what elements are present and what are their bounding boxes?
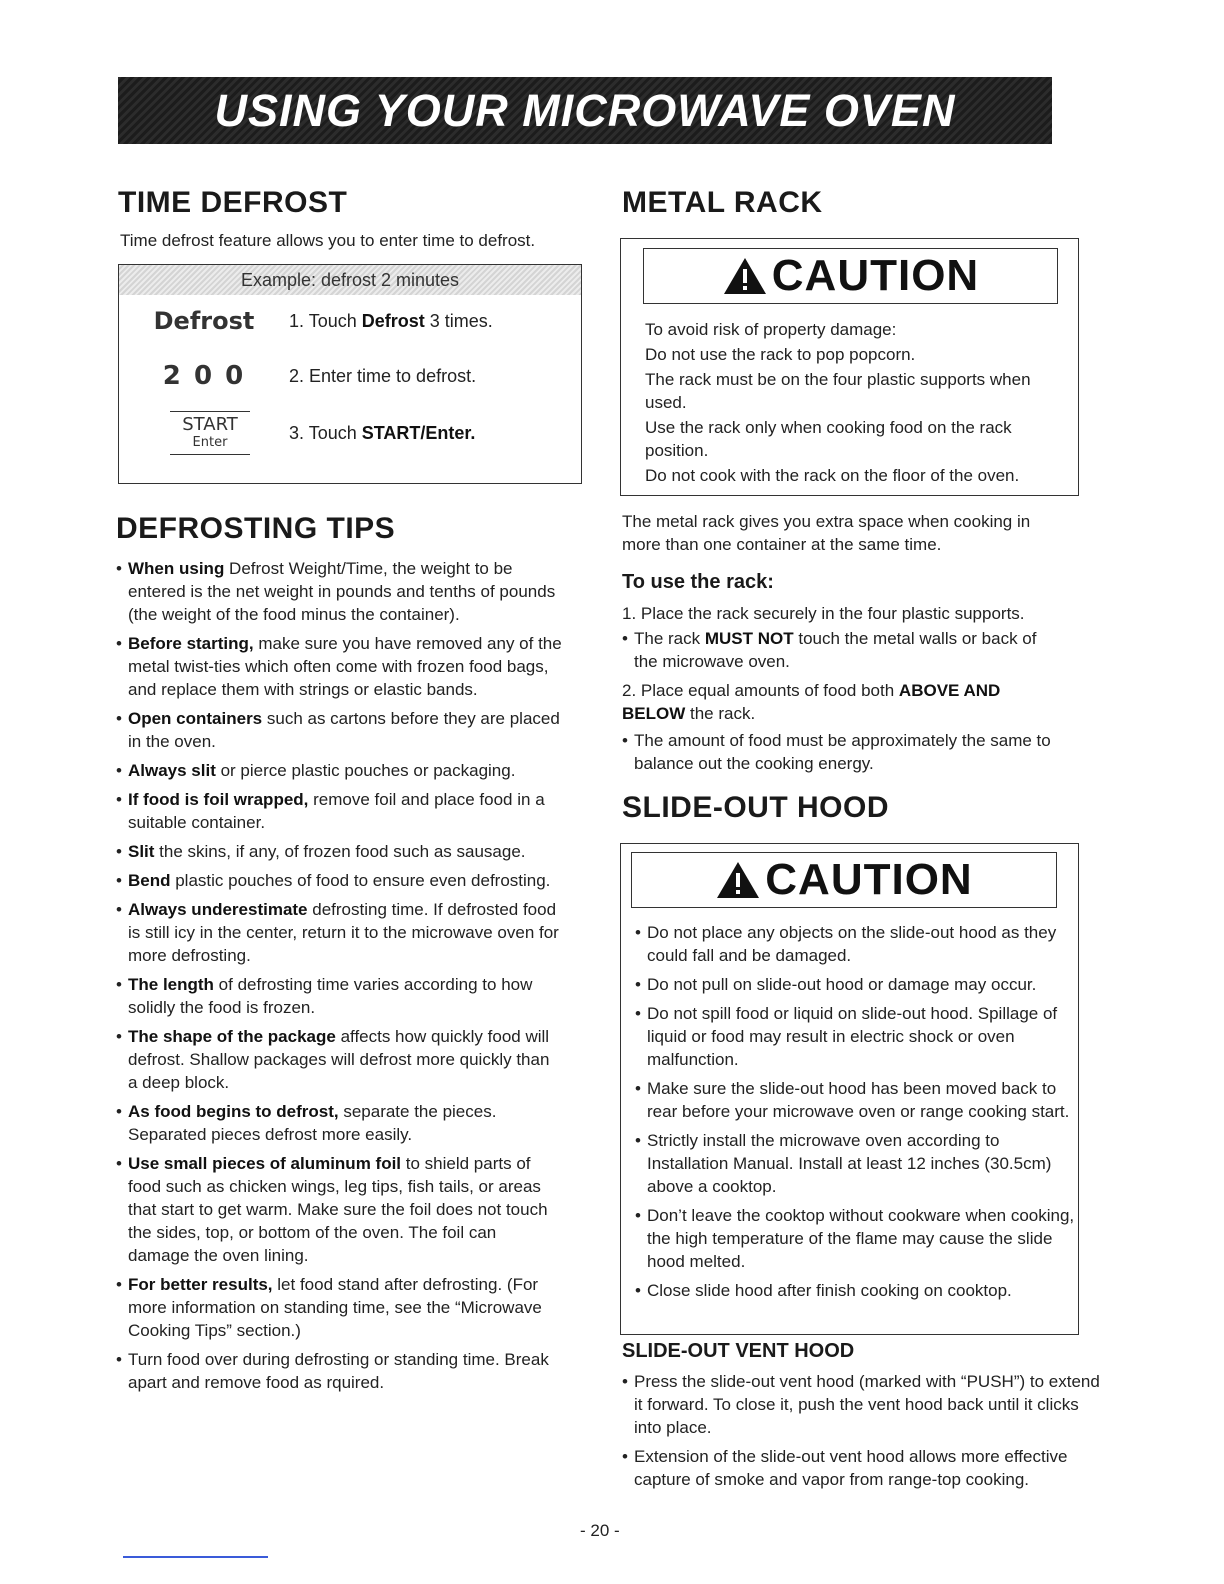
defrost-tip-item [116,788,562,834]
use-rack-subheading: To use the rack: [622,571,774,593]
warning-triangle-icon [715,860,761,900]
hood-caution-item: • Do not place any objects on the slide-out hood as they could fall and be damaged. [635,921,1075,967]
defrost-tip-text: affects how quickly food will defrost. Shallow packages will defrost more quickly than a deep block. [128,1027,550,1092]
defrost-tip-text: plastic pouches of food to ensure even defrosting. [170,871,551,890]
defrost-tip-item [116,707,562,753]
defrost-tip-text: the skins, if any, of frozen food such as sausage. [154,842,526,861]
hood-caution-item: • Do not pull on slide-out hood or damage may occur. [635,973,1075,996]
defrost-tip-lead: Open containers [128,709,263,728]
metal-rack-heading: METAL RACK [622,186,823,219]
defrost-tip-text: defrosting time. If defrosted food is still icy in the center, return it to the microwave oven for more defrosting. [128,900,559,965]
slide-out-hood-heading: SLIDE-OUT HOOD [622,791,889,824]
enter-key-label: Enter [192,435,228,450]
banner-title: USING YOUR MICROWAVE OVEN [214,84,956,136]
example-step-3 [119,411,475,455]
vent-hood-item: • Extension of the slide-out vent hood allows more effective capture of smoke and vapor from range-top cooking. [622,1445,1102,1491]
hood-caution-item: • Close slide hood after finish cooking on cooktop. [635,1279,1075,1302]
page-number: - 20 - [580,1521,620,1540]
caution-line: Do not use the rack to pop popcorn. [645,345,916,364]
example-header: Example: defrost 2 minutes [119,265,581,295]
defrost-tip-lead: Always slit [128,761,216,780]
start-key-label: START [182,414,238,435]
rack-step-2: 2. Place equal amounts of food both ABOVE AND BELOW the rack. [622,681,1001,723]
defrosting-tips-heading: DEFROSTING TIPS [116,512,396,545]
defrost-tip-item [116,1348,562,1394]
defrost-tip-lead: Use small pieces of aluminum foil [128,1154,402,1173]
slide-out-vent-hood-heading: SLIDE-OUT VENT HOOD [622,1340,855,1362]
time-defrost-heading: TIME DEFROST [118,186,348,219]
defrost-tip-text: such as cartons before they are placed in the oven. [128,709,560,751]
defrost-tip-lead: Before starting, [128,634,254,653]
defrost-tip-text: remove foil and place food in a suitable container. [128,790,545,832]
rack-step-2-bullet: • The amount of food must be approximately the same to balance out the cooking energy. [622,729,1062,775]
caution-line: Do not cook with the rack on the floor of the oven. [645,466,1020,485]
defrost-tip-text: of defrosting time varies according to how solidly the food is frozen. [128,975,533,1017]
example-step-2 [119,361,476,391]
caution-banner [631,852,1057,908]
start-enter-key [119,411,289,455]
step-2-text: 2. Enter time to defrost. [289,365,477,386]
defrost-tip-text: Turn food over during defrosting or standing time. Break apart and remove food as rquired. [128,1350,549,1392]
metal-rack-intro: The metal rack gives you extra space when cooking in more than one container at the same time. [622,512,1031,554]
metal-rack-caution-lines [645,318,1075,489]
defrost-tip-item [116,1273,562,1342]
defrost-tip-item [116,973,562,1019]
digits-key: 2 0 0 [162,361,246,391]
defrost-example-box [118,264,582,484]
defrost-tip-lead: Slit [128,842,155,861]
step-3-text: 3. Touch START/Enter. [289,422,476,443]
defrost-tip-item [116,1025,562,1094]
defrost-tip-lead: The length [128,975,214,994]
defrost-tip-lead: As food begins to defrost, [128,1102,339,1121]
defrost-tip-item [116,759,562,782]
caution-word: CAUTION [771,251,980,300]
defrost-tip-item [116,557,562,626]
defrost-tip-item [116,1152,562,1267]
defrost-tip-text: to shield parts of food such as chicken wings, leg tips, fish tails, or areas that start to get warm. Make sure the foil does not touch the sides, top, or bottom of the oven. The foil can damage the oven lining. [128,1154,548,1265]
defrost-tip-item [116,869,562,892]
defrost-tip-lead: The shape of the package [128,1027,336,1046]
warning-triangle-icon [722,256,768,296]
slide-out-hood-caution-list [635,921,1075,1308]
rack-step-2-note [622,729,1062,775]
defrost-tip-text: Defrost Weight/Time, the weight to be entered is the net weight in pounds and tenths of pounds (the weight of the food minus the container). [128,559,556,624]
defrost-key: Defrost [153,307,255,335]
rack-step-1-bullet: • The rack MUST NOT touch the metal walls or back of the microwave oven. [622,627,1062,673]
defrost-tip-text: or pierce plastic pouches or packaging. [215,761,516,780]
defrost-tip-text: make sure you have removed any of the metal twist-ties which often come with frozen food bags, and replace them with strings or elastic bands. [128,634,562,699]
caution-banner [643,248,1058,304]
page-banner [118,77,1052,144]
step-1-text: 1. Touch Defrost 3 times. [289,310,493,331]
rack-step-1-note [622,627,1062,673]
hood-caution-item: • Make sure the slide-out hood has been moved back to rear before your microwave oven or range cooking start. [635,1077,1075,1123]
defrost-tip-lead: If food is foil wrapped, [128,790,309,809]
slide-out-hood-caution-box [620,843,1079,1335]
defrost-tip-lead: Always underestimate [128,900,308,919]
footer-rule [123,1556,268,1558]
defrost-tip-lead: When using [128,559,225,578]
defrost-tip-text: separate the pieces. Separated pieces defrost more easily. [128,1102,497,1144]
defrost-tip-item [116,898,562,967]
hood-caution-item: • Do not spill food or liquid on slide-out hood. Spillage of liquid or food may result in electric shock or oven malfunction. [635,1002,1075,1071]
defrost-tip-item [116,1100,562,1146]
defrost-tip-lead: For better results, [128,1275,273,1294]
defrost-tip-item [116,632,562,701]
caution-line: Use the rack only when cooking food on the rack position. [645,418,1012,460]
defrost-tip-text: let food stand after defrosting. (For more information on standing time, see the “Microwave Cooking Tips” section.) [128,1275,542,1340]
defrost-tip-lead: Bend [128,871,171,890]
vent-hood-item: • Press the slide-out vent hood (marked with “PUSH”) to extend it forward. To close it, push the vent hood back until it clicks into place. [622,1370,1102,1439]
hood-caution-item: • Strictly install the microwave oven according to Installation Manual. Install at least 12 inches (30.5cm) above a cooktop. [635,1129,1075,1198]
time-defrost-intro: Time defrost feature allows you to enter time to defrost. [120,231,536,250]
caution-line: To avoid risk of property damage: [645,320,897,339]
caution-word: CAUTION [765,855,973,904]
metal-rack-caution-box [620,238,1079,496]
defrosting-tips-list [116,557,562,1400]
hood-caution-item: • Don’t leave the cooktop without cookware when cooking, the high temperature of the flame may cause the slide hood melted. [635,1204,1075,1273]
example-step-1 [119,307,493,335]
slide-out-vent-hood-list [622,1370,1102,1497]
rack-step-1: 1. Place the rack securely in the four plastic supports. [622,604,1025,623]
caution-line: The rack must be on the four plastic supports when used. [645,370,1031,412]
defrost-tip-item [116,840,562,863]
